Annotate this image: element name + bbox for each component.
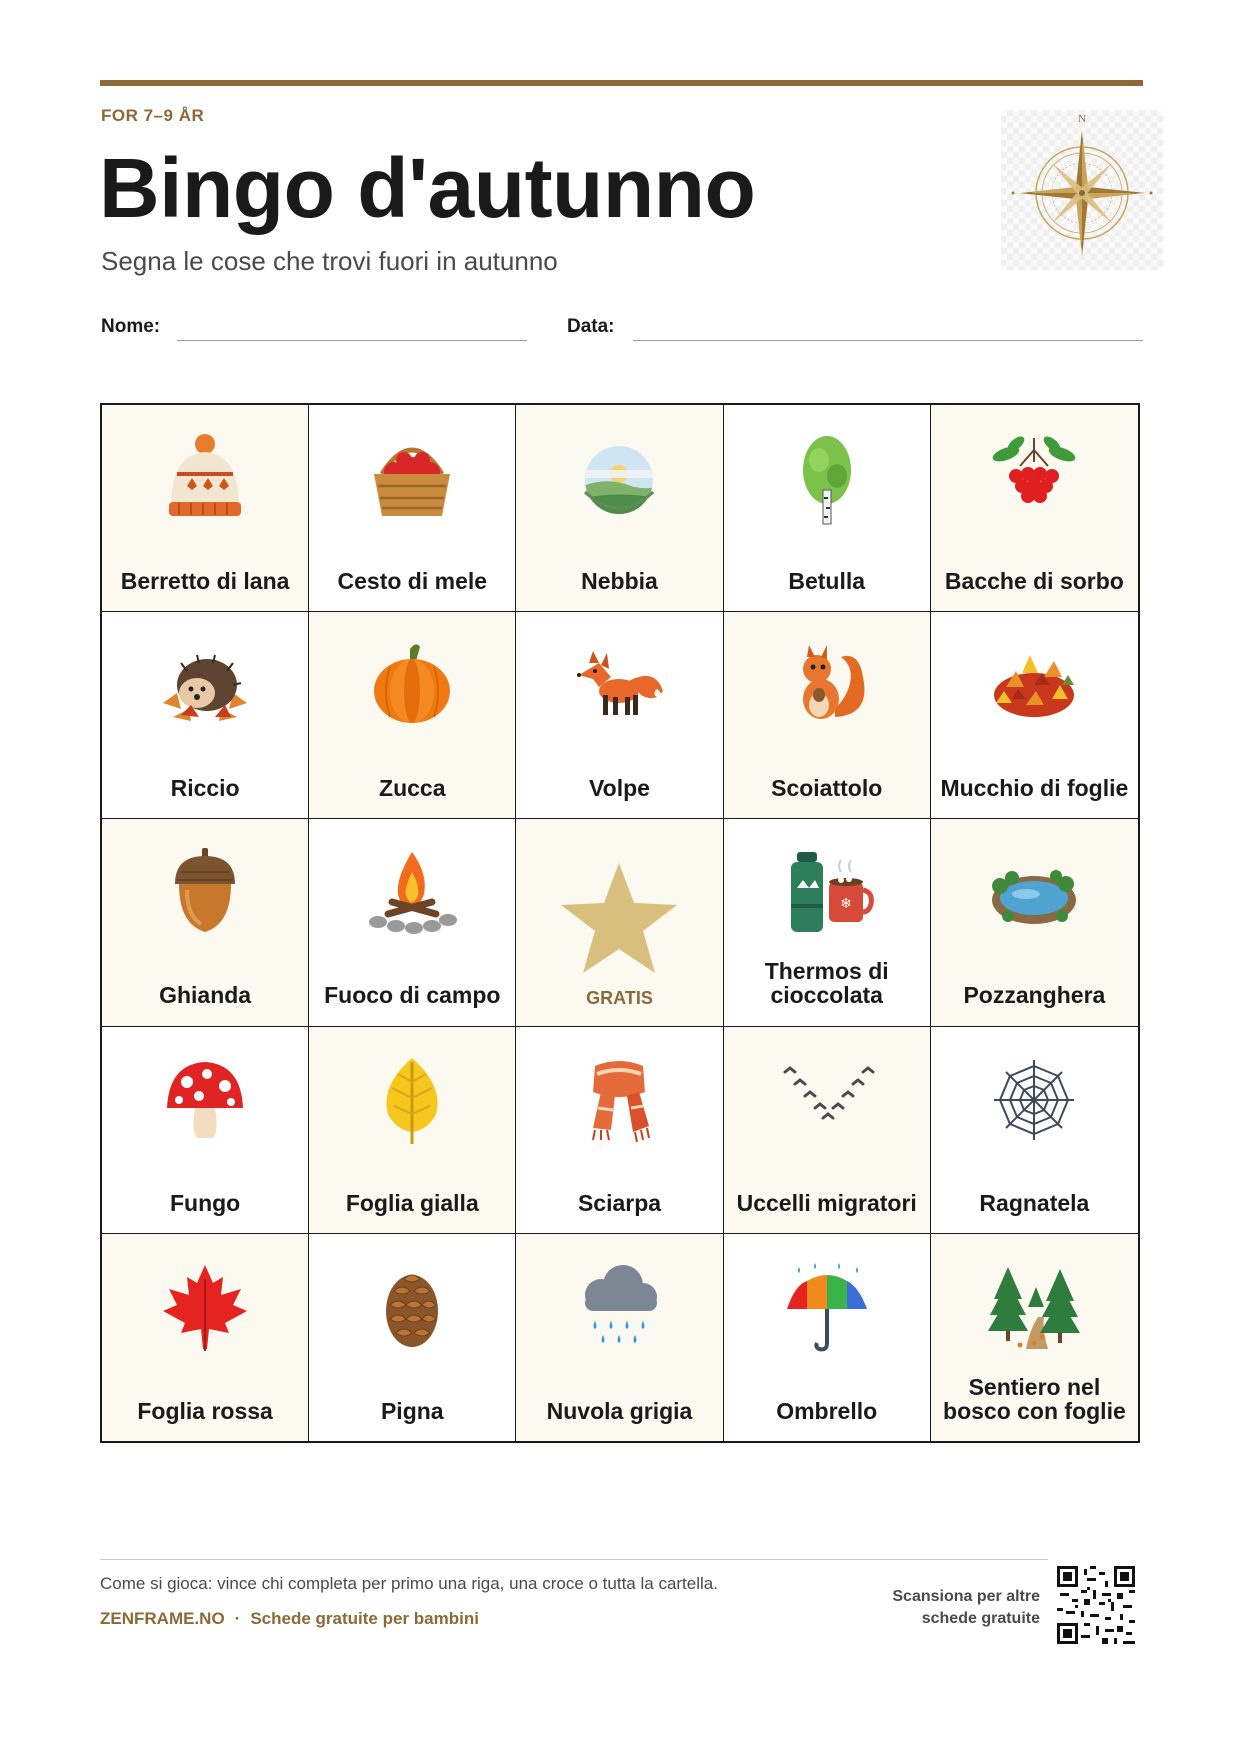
cell-label: Nuvola grigia [546,1397,693,1424]
compass-rose-icon [1001,110,1163,270]
bingo-card [100,403,1140,1443]
bingo-cell[interactable] [516,405,723,612]
scan-prompt [840,1586,1040,1630]
bingo-cell[interactable] [102,612,309,819]
red-maple-leaf-icon [157,1259,253,1355]
rowan-berries-icon [986,430,1082,526]
birch-tree-icon [779,430,875,526]
cell-label: Mucchio di foglie [940,775,1129,802]
umbrella-icon [779,1259,875,1355]
bingo-cell[interactable] [724,612,931,819]
date-field[interactable] [633,340,1143,341]
cell-label: Foglia gialla [345,1189,479,1216]
cell-label: Ragnatela [979,1189,1090,1216]
pumpkin-icon [364,637,460,733]
cell-label: Thermos di cioccolata [764,958,889,1009]
brand-link[interactable]: ZENFRAME.NO [100,1609,225,1628]
bingo-cell[interactable] [309,1027,516,1234]
acorn-icon [157,844,253,940]
cell-label: Uccelli migratori [736,1189,917,1216]
cell-label: Cesto di mele [337,568,488,595]
brand-line [100,1609,479,1629]
bingo-cell[interactable] [309,612,516,819]
bingo-cell[interactable] [931,1027,1138,1234]
forest-path-icon [986,1259,1082,1355]
cell-label: Pozzanghera [963,982,1106,1009]
wool-hat-icon [157,430,253,526]
date-label: Data: [567,316,615,337]
bingo-cell[interactable] [724,405,931,612]
bingo-cell[interactable] [309,405,516,612]
cell-label: Ghianda [159,982,252,1009]
fog-landscape-icon [571,430,667,526]
svg-text:❄: ❄ [839,896,852,913]
bingo-cell[interactable] [931,1234,1138,1441]
cell-label: Zucca [379,775,446,802]
pinecone-icon [364,1259,460,1355]
thermos-icon [779,844,875,940]
footer-divider [100,1559,1048,1560]
cell-label: Bacche di sorbo [944,568,1124,595]
cell-label: Ombrello [776,1397,878,1424]
cell-label: Scoiattolo [771,775,883,802]
cell-label: Betulla [788,568,866,595]
bingo-cell[interactable] [931,405,1138,612]
bingo-cell[interactable] [102,405,309,612]
leaf-pile-icon [986,637,1082,733]
top-rule [100,80,1143,86]
qr-code-icon[interactable] [1057,1566,1135,1644]
yellow-leaf-icon [364,1052,460,1148]
cell-label: Fungo [169,1189,241,1216]
puddle-icon [986,844,1082,940]
free-label: GRATIS [586,987,653,1008]
bingo-cell[interactable] [724,1027,931,1234]
scarf-icon [571,1052,667,1148]
page-subtitle: Segna le cose che trovi fuori in autunno [101,246,558,276]
fox-icon [571,637,667,733]
spiderweb-icon [986,1052,1082,1148]
how-to-play-text: Come si gioca: vince chi completa per primo una riga, una croce o tutta la cartella. [100,1574,718,1593]
cell-label: Volpe [589,775,650,802]
scan-line-2: schede gratuite [921,1610,1040,1627]
cell-label: Nebbia [581,568,658,595]
brand-separator: · [234,1609,241,1628]
compass-north-label: N [1078,113,1086,125]
age-label: FOR 7–9 ÅR [101,106,205,125]
rain-cloud-icon [571,1259,667,1355]
bingo-cell[interactable] [931,612,1138,819]
bingo-cell[interactable] [724,819,931,1026]
apple-basket-icon [364,430,460,526]
cell-label: Berretto di lana [120,568,290,595]
cell-label: Sentiero nel bosco con foglie [943,1373,1126,1424]
bingo-cell[interactable] [309,819,516,1026]
cell-label: Fuoco di campo [324,982,501,1009]
bingo-cell[interactable] [102,819,309,1026]
bingo-cell[interactable] [516,1234,723,1441]
migrating-birds-icon [779,1052,875,1148]
bingo-cell[interactable] [516,1027,723,1234]
cell-label: Pigna [380,1397,444,1424]
cell-label: Riccio [170,775,240,802]
cell-label: Foglia rossa [137,1397,273,1424]
bingo-cell[interactable] [309,1234,516,1441]
brand-tagline: Schede gratuite per bambini [250,1609,479,1628]
mushroom-icon [157,1052,253,1148]
page-title: Bingo d'autunno [99,141,756,235]
campfire-icon [364,844,460,940]
name-field[interactable] [177,340,527,341]
bingo-cell[interactable] [724,1234,931,1441]
cell-label: Sciarpa [577,1189,662,1216]
hedgehog-icon [157,637,253,733]
bingo-cell[interactable] [102,1234,309,1441]
name-label: Nome: [101,316,161,337]
scan-line-1: Scansiona per altre [892,1588,1040,1605]
squirrel-icon [779,637,875,733]
bingo-cell[interactable] [931,819,1138,1026]
bingo-cell[interactable] [102,1027,309,1234]
bingo-cell-free[interactable] [516,819,723,1026]
bingo-cell[interactable] [516,612,723,819]
star-icon [555,859,683,979]
